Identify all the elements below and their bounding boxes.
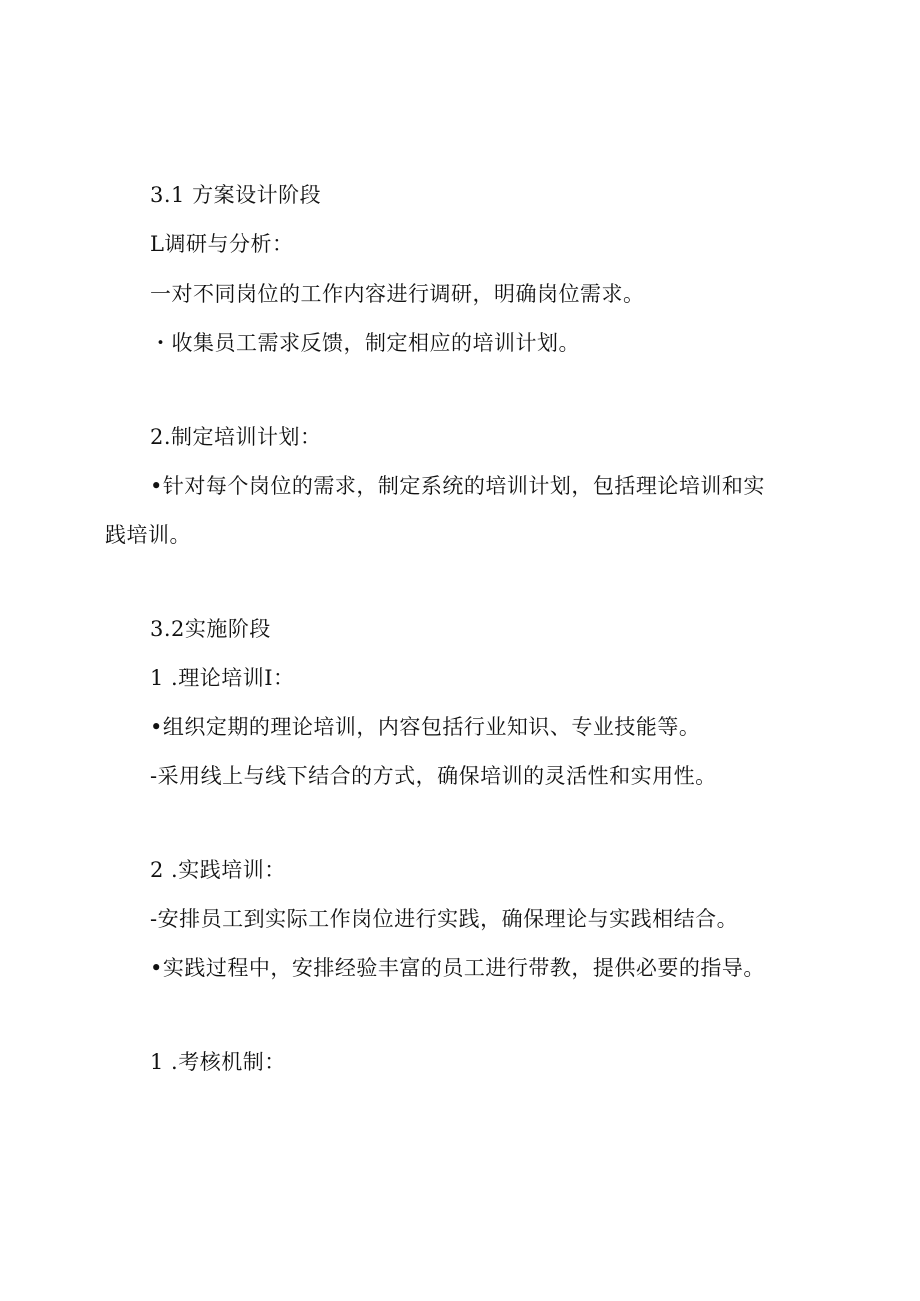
- subheading-theory-training: 1 .理论培训I：: [150, 666, 295, 690]
- subheading-practice-training: 2 .实践培训：: [150, 858, 286, 882]
- section-heading-3-1: 3.1 方案设计阶段: [150, 183, 322, 207]
- list-item: •实践过程中，安排经验丰富的员工进行带教，提供必要的指导。: [150, 956, 765, 980]
- subheading-training-plan: 2.制定培训计划：: [150, 425, 322, 449]
- subheading-assessment: 1 .考核机制：: [150, 1050, 286, 1074]
- list-item-continuation: 践培训。: [105, 523, 191, 547]
- list-item: •针对每个岗位的需求，制定系统的培训计划，包括理论培训和实: [150, 474, 765, 498]
- subheading-research: L调研与分析：: [150, 232, 294, 256]
- list-item: •组织定期的理论培训，内容包括行业知识、专业技能等。: [150, 715, 701, 739]
- list-item: 一对不同岗位的工作内容进行调研，明确岗位需求。: [150, 282, 645, 306]
- list-item: -安排员工到实际工作岗位进行实践，确保理论与实践相结合。: [150, 907, 739, 931]
- section-heading-3-2: 3.2实施阶段: [150, 617, 271, 641]
- list-item: -采用线上与线下结合的方式，确保培训的灵活性和实用性。: [150, 764, 717, 788]
- list-item: ・收集员工需求反馈，制定相应的培训计划。: [150, 331, 580, 355]
